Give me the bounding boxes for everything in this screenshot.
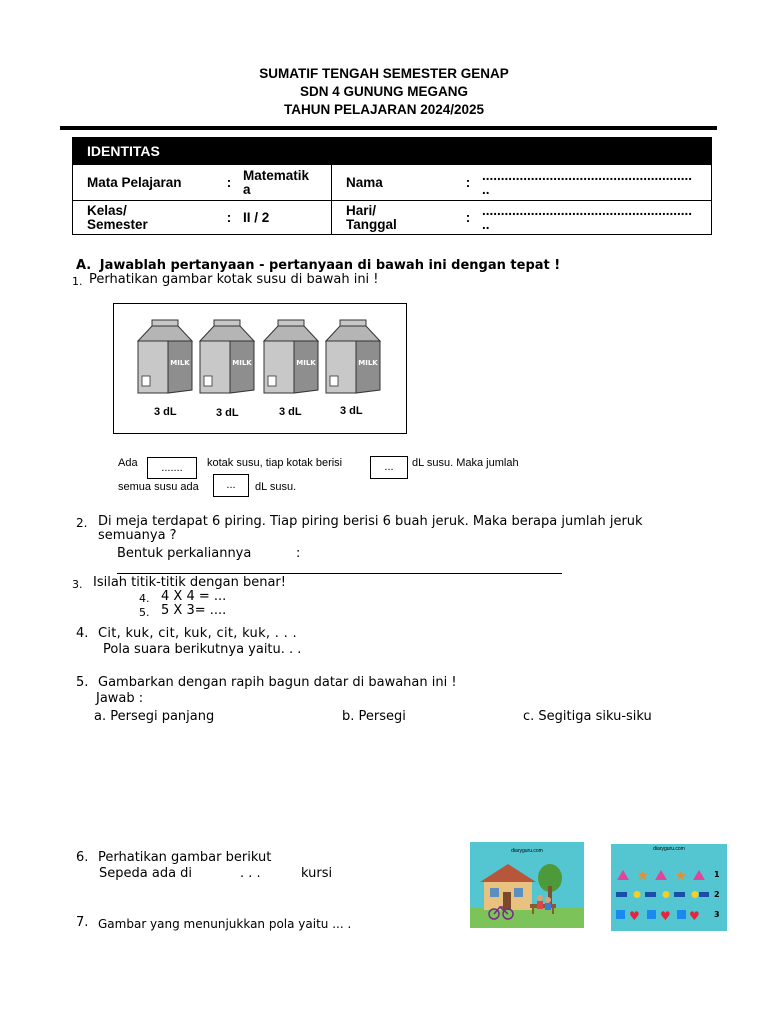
q1-ada: Ada bbox=[118, 457, 138, 469]
subject-value bbox=[241, 165, 332, 201]
milk-carton-label-2: MILK bbox=[232, 359, 252, 367]
pattern-picture bbox=[611, 844, 727, 931]
milk-label-1: 3 dL bbox=[154, 406, 177, 418]
section-a-title: Jawablah pertanyaan - pertanyaan di bawah ini dengan tepat ! bbox=[99, 258, 561, 273]
q5-option-c: c. Segitiga siku-siku bbox=[523, 709, 652, 724]
class-label bbox=[73, 201, 218, 235]
identity-table bbox=[72, 137, 712, 235]
milk-label-2: 3 dL bbox=[216, 407, 239, 419]
q2-answer-line[interactable] bbox=[117, 573, 562, 574]
class-label-line1: Kelas/ bbox=[87, 202, 127, 218]
name-dots-line2: .. bbox=[482, 181, 490, 197]
q3-number: 3. bbox=[72, 578, 83, 591]
svg-text:♥: ♥ bbox=[629, 909, 640, 923]
q3b-number: 5. bbox=[139, 606, 150, 619]
q1-line2-end: dL susu. bbox=[255, 481, 297, 493]
exam-title: SUMATIF TENGAH SEMESTER GENAP bbox=[259, 66, 509, 81]
milk-label-3: 3 dL bbox=[279, 406, 302, 418]
q5-number: 5. bbox=[76, 675, 89, 690]
house-bicycle-picture bbox=[470, 842, 584, 928]
q6-text-2c: kursi bbox=[301, 866, 333, 881]
q6-text-2a: Sepeda ada di bbox=[99, 866, 193, 881]
q5-option-a: a. Persegi panjang bbox=[94, 709, 215, 724]
subject-colon: : bbox=[217, 165, 241, 201]
name-field[interactable] bbox=[480, 165, 712, 201]
q6-text: Perhatikan gambar berikut bbox=[98, 850, 272, 865]
q7-text: Gambar yang menunjukkan pola yaitu ... . bbox=[98, 917, 352, 931]
date-field[interactable] bbox=[480, 201, 712, 235]
q5-option-b: b. Persegi bbox=[342, 709, 406, 724]
q2-text-line1: Di meja terdapat 6 piring. Tiap piring berisi 6 buah jeruk. Maka berapa jumlah jeruk bbox=[98, 514, 643, 529]
svg-text:★: ★ bbox=[637, 869, 649, 884]
q7-number: 7. bbox=[76, 915, 89, 930]
pattern-row-3-number: 3 bbox=[714, 910, 720, 919]
q1-line2-start: semua susu ada bbox=[118, 481, 199, 493]
svg-text:♥: ♥ bbox=[660, 909, 671, 923]
academic-year: TAHUN PELAJARAN 2024/2025 bbox=[283, 102, 485, 117]
date-colon: : bbox=[456, 201, 480, 235]
class-colon: : bbox=[217, 201, 241, 235]
identity-title: IDENTITAS bbox=[73, 138, 712, 165]
milk-carton-label-3: MILK bbox=[296, 359, 316, 367]
q3a-number: 4. bbox=[139, 592, 150, 605]
class-value: II / 2 bbox=[241, 201, 332, 235]
pattern-row-2-number: 2 bbox=[714, 890, 720, 899]
milk-carton-label-4: MILK bbox=[358, 359, 378, 367]
date-dots-line2: .. bbox=[482, 216, 490, 232]
q2-form-label: Bentuk perkaliannya bbox=[117, 546, 252, 561]
q3-text: Isilah titik-titik dengan benar! bbox=[93, 575, 286, 590]
q2-colon: : bbox=[296, 546, 301, 561]
class-label-line2: Semester bbox=[87, 216, 148, 232]
q5-text: Gambarkan dengan rapih bagun datar di bawahan ini ! bbox=[98, 675, 457, 690]
pic1-watermark: diaryguru.com bbox=[511, 848, 543, 854]
name-label: Nama bbox=[332, 165, 457, 201]
q3b-text: 5 X 3= .... bbox=[161, 603, 227, 618]
milk-carton-3 bbox=[264, 320, 318, 393]
svg-text:♥: ♥ bbox=[689, 909, 700, 923]
svg-text:★: ★ bbox=[675, 869, 687, 884]
q6-text-2b: . . . bbox=[240, 866, 261, 881]
q1-end-text: dL susu. Maka jumlah bbox=[412, 457, 519, 469]
subject-value-line1: Matematik bbox=[243, 167, 310, 183]
date-label bbox=[332, 201, 457, 235]
milk-carton-4 bbox=[326, 320, 380, 393]
q4-number: 4. bbox=[76, 626, 89, 641]
section-a-letter: A. bbox=[76, 258, 92, 273]
milk-carton-1 bbox=[138, 320, 192, 393]
header-rule bbox=[60, 126, 717, 130]
school-name: SDN 4 GUNUNG MEGANG bbox=[299, 84, 468, 99]
q1-number: 1. bbox=[72, 275, 83, 288]
q4-text: Cit, kuk, cit, kuk, cit, kuk, . . . bbox=[98, 626, 297, 641]
pattern-shapes-svg bbox=[611, 844, 727, 931]
q1-mid-text: kotak susu, tiap kotak berisi bbox=[207, 457, 343, 469]
q2-number: 2. bbox=[76, 516, 88, 530]
q5-jawab: Jawab : bbox=[96, 691, 144, 706]
date-dots-line1: ........................................................ bbox=[482, 202, 693, 218]
milk-carton-2 bbox=[200, 320, 254, 393]
q4-text-line2: Pola suara berikutnya yaitu. . . bbox=[103, 642, 302, 657]
date-label-line2: Tanggal bbox=[346, 216, 397, 232]
pic2-watermark: diaryguru.com bbox=[653, 846, 685, 852]
q1-answer-box-1[interactable]: ....... bbox=[147, 457, 197, 479]
q1-answer-box-2[interactable]: ... bbox=[370, 456, 408, 479]
name-colon: : bbox=[456, 165, 480, 201]
q1-text: Perhatikan gambar kotak susu di bawah ini ! bbox=[89, 272, 379, 287]
pattern-row-1-number: 1 bbox=[714, 870, 720, 879]
house-scene-svg bbox=[470, 842, 584, 928]
subject-label: Mata Pelajaran bbox=[73, 165, 218, 201]
q2-text-line2: semuanya ? bbox=[98, 528, 177, 543]
name-dots-line1: ........................................................ bbox=[482, 167, 693, 183]
section-a-heading bbox=[76, 258, 560, 273]
date-label-line1: Hari/ bbox=[346, 202, 377, 218]
milk-carton-label-1: MILK bbox=[170, 359, 190, 367]
milk-picture-frame bbox=[113, 303, 407, 434]
q1-answer-box-3[interactable]: ... bbox=[213, 474, 249, 497]
q3a-text: 4 X 4 = ... bbox=[161, 589, 227, 604]
milk-label-4: 3 dL bbox=[340, 405, 363, 417]
q6-number: 6. bbox=[76, 850, 89, 865]
subject-value-line2: a bbox=[243, 181, 251, 197]
